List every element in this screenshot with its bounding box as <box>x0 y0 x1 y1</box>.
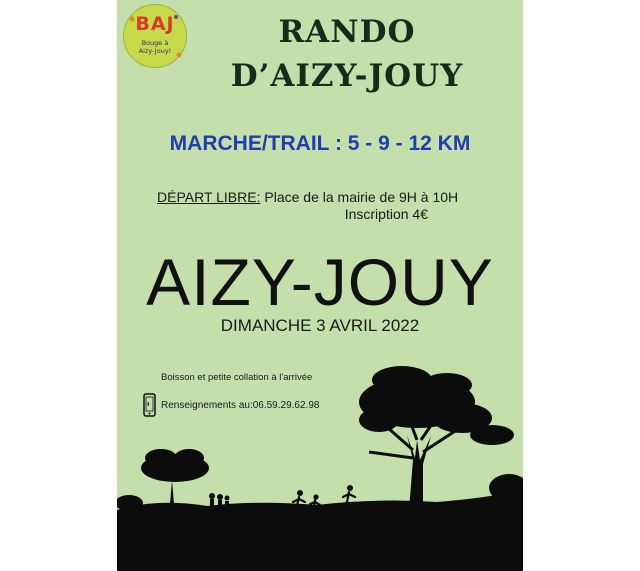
logo-word: BAJ <box>135 13 175 35</box>
refreshments-note: Boisson et petite collation à l'arrivée <box>161 372 313 383</box>
poster <box>117 0 523 571</box>
contact-phone: Renseignements au:06.59.29.62.98 <box>161 400 320 411</box>
walkers-icon <box>209 493 230 515</box>
event-date: DIMANCHE 3 AVRIL 2022 <box>220 316 420 335</box>
logo-subtitle-line2: Aizy-Jouy! <box>138 47 172 55</box>
title-line2: D’AIZY-JOUY <box>230 58 464 94</box>
departure-info <box>157 188 497 206</box>
departure-text: Place de la mairie de 9H à 10H <box>260 189 459 205</box>
page-title <box>177 10 517 98</box>
town-name: AIZY-JOUY <box>146 245 494 319</box>
distance-heading: MARCHE/TRAIL : 5 - 9 - 12 KM <box>169 132 471 155</box>
silhouette-scene <box>117 340 523 571</box>
departure-label: DÉPART LIBRE: <box>157 189 261 205</box>
title-line1: RANDO <box>278 14 416 50</box>
logo-subtitle-line1: Bouge à <box>141 39 169 47</box>
inscription-fee: Inscription 4€ <box>344 206 428 222</box>
